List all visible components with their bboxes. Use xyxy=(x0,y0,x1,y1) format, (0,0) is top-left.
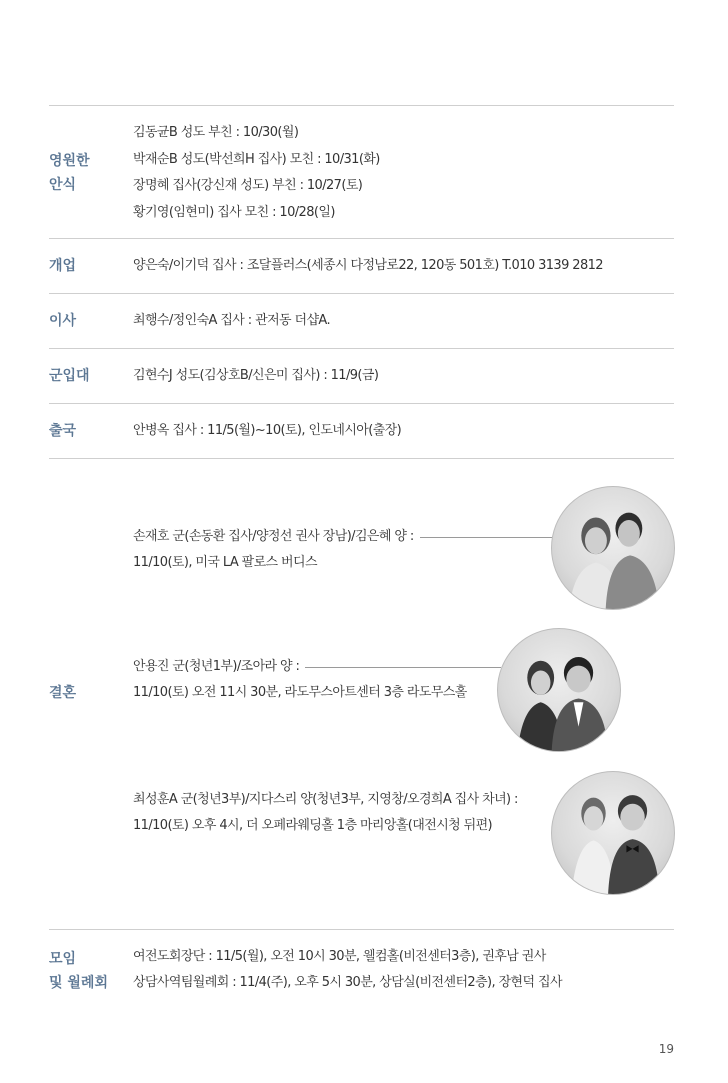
couple-names: 최성훈A 군(청년3부)/지다스리 양(청년3부, 지영창/오경희A 집사 차녀) : xyxy=(133,792,518,807)
military-title: 군입대 xyxy=(49,368,90,384)
leader-line xyxy=(305,667,501,668)
divider xyxy=(49,929,674,930)
divider xyxy=(49,348,674,349)
couple-silhouette-icon xyxy=(498,629,620,751)
divider xyxy=(49,105,674,106)
list-item: 박재순B 성도(박선희H 집사) 모친 : 10/31(화) xyxy=(133,151,380,167)
couple-details: 11/10(토) 오전 11시 30분, 라도무스아트센터 3층 라도무스홀 xyxy=(133,685,467,700)
list-item: 황기영(임현미) 집사 모친 : 10/28(일) xyxy=(133,204,335,220)
page-number: 19 xyxy=(658,1042,674,1056)
departure-title: 출국 xyxy=(49,423,77,439)
meetings-title: 모임 및 월례회 xyxy=(49,951,108,991)
wedding-couple-1 xyxy=(133,524,553,576)
opening-title: 개업 xyxy=(49,258,77,274)
couple-silhouette-icon xyxy=(552,772,674,894)
condolence-list xyxy=(133,120,380,226)
divider xyxy=(49,238,674,239)
list-item: 여전도회장단 : 11/5(월), 오전 10시 30분, 웰컴홀(비전센터3층), 권후남 권사 xyxy=(133,949,546,964)
divider xyxy=(49,403,674,404)
wedding-couple-3 xyxy=(133,787,545,839)
divider xyxy=(49,293,674,294)
opening-text: 양은숙/이기덕 집사 : 조달플러스(세종시 다정남로22, 120동 501호) T.010 3139 2812 xyxy=(133,258,603,273)
couple-details: 11/10(토), 미국 LA 팔로스 버디스 xyxy=(133,555,317,570)
list-item: 장명혜 집사(강신재 성도) 부친 : 10/27(토) xyxy=(133,178,363,193)
meetings-list xyxy=(133,944,562,996)
couple-photo xyxy=(497,628,621,752)
couple-names: 손재호 군(손동환 집사/양정선 권사 장남)/김은혜 양 : xyxy=(133,529,414,544)
leader-line xyxy=(420,537,553,538)
moving-text: 최행수/정인숙A 집사 : 관저동 더샵A. xyxy=(133,313,331,328)
couple-silhouette-icon xyxy=(552,487,674,609)
wedding-couple-2 xyxy=(133,654,501,706)
moving-title: 이사 xyxy=(49,313,77,329)
couple-names: 안용진 군(청년1부)/조아라 양 : xyxy=(133,659,300,674)
military-text: 김현수J 성도(김상호B/신은미 집사) : 11/9(금) xyxy=(133,368,379,383)
list-item: 상담사역팀월례회 : 11/4(주), 오후 5시 30분, 상담실(비전센터2층), 장현덕 집사 xyxy=(133,975,562,990)
couple-details: 11/10(토) 오후 4시, 더 오페라웨딩홀 1층 마리앙홀(대전시청 뒤편) xyxy=(133,818,493,833)
couple-photo xyxy=(551,771,675,895)
divider xyxy=(49,458,674,459)
wedding-title: 결혼 xyxy=(49,685,77,701)
departure-text: 안병옥 집사 : 11/5(월)~10(토), 인도네시아(출장) xyxy=(133,423,402,438)
couple-photo xyxy=(551,486,675,610)
condolence-title: 영원한 안식 xyxy=(49,153,90,193)
list-item: 김동균B 성도 부친 : 10/30(월) xyxy=(133,125,299,140)
